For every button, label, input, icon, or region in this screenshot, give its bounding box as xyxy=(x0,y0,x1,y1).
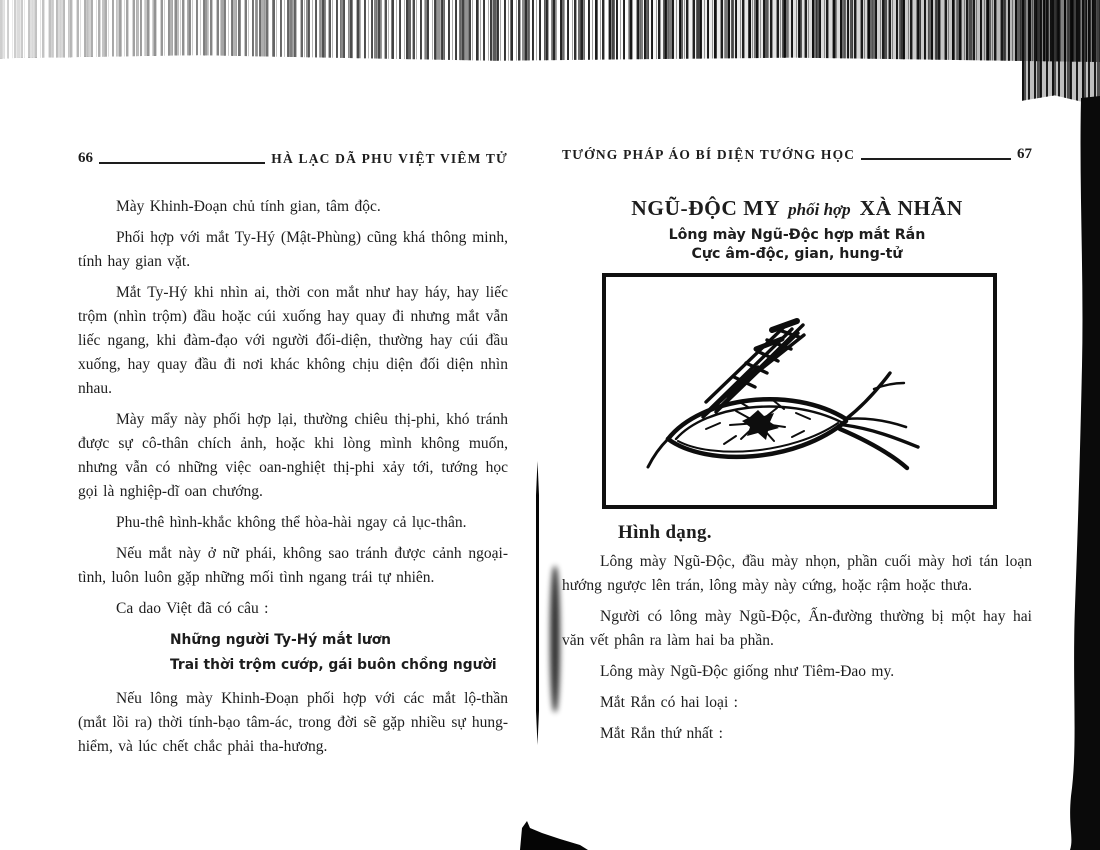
left-page xyxy=(78,150,508,766)
paragraph: Mắt Rắn thứ nhất : xyxy=(600,725,723,742)
paragraph: Lông mày Ngũ-Độc giống như Tiêm-Đao my. xyxy=(600,663,895,680)
folk-verse-line: Trai thời trộm cướp, gái buôn chồng người xyxy=(170,657,497,673)
left-page-header xyxy=(78,150,508,167)
chapter-subtitle-2: Cực âm-độc, gian, hung-tử xyxy=(691,246,903,262)
chapter-subtitle-1: Lông mày Ngũ-Độc hợp mắt Rắn xyxy=(668,227,926,243)
left-header-rule xyxy=(99,162,265,164)
paragraph: Mày mẩy này phối hợp lại, thường chiêu thị-phi, khó tránh được sự cô-thân chích ảnh, hoặc khi lòng mình không muốn, nhưng vẫn có những việc oan-nghiệt thị-phi xảy tới, tướng học gọi là nghiệp-dĩ oan chướng. xyxy=(78,411,508,500)
scan-artifact-bottom-blob xyxy=(518,818,588,850)
chapter-title-end: XÀ NHÃN xyxy=(859,196,963,220)
section-heading: Hình dạng. xyxy=(618,522,712,543)
left-page-body xyxy=(78,195,508,759)
scan-artifact-right-book-edge xyxy=(1066,96,1100,850)
chapter-title xyxy=(562,196,1032,221)
paragraph: Mắt Ty-Hý khi nhìn ai, thời con mắt như hay háy, hay liếc trộm (nhìn trộm) đầu hoặc cúi xuống hay quay đi nhưng mắt vẫn liếc ngang, khi đàm-đạo với người đối-diện, thường hay cúi đầu xuống, hay quay đầu đi nơi khác không chịu diện đối diện nhìn nhau. xyxy=(78,284,508,397)
paragraph: Mày Khinh-Đoạn chủ tính gian, tâm độc. xyxy=(116,198,381,215)
left-running-title: HÀ LẠC DÃ PHU VIỆT VIÊM TỬ xyxy=(271,151,508,166)
chapter-title-italic: phối hợp xyxy=(788,200,851,219)
folk-verse xyxy=(170,628,508,678)
paragraph: Phối hợp với mắt Ty-Hý (Mật-Phùng) cũng khá thông minh, tính hay gian vặt. xyxy=(78,229,508,270)
right-running-title: TƯỚNG PHÁP ÁO BÍ DIỆN TƯỚNG HỌC xyxy=(562,147,856,162)
scan-artifact-gutter-smudge xyxy=(550,566,560,712)
figure-frame xyxy=(602,273,997,509)
scan-artifact-gutter-line xyxy=(536,461,539,745)
snake-eye-illustration xyxy=(606,277,993,505)
paragraph: Nếu lông mày Khinh-Đoạn phối hợp với các mắt lộ-thần (mắt lồi ra) thời tính-bạo tâm-ác, trong đời sẽ gặp nhiều sự hung-hiểm, và lúc chết chắc phải tha-hương. xyxy=(78,690,508,755)
right-page-header xyxy=(562,146,1032,163)
folk-verse-line: Những người Ty-Hý mắt lươn xyxy=(170,632,391,648)
right-page xyxy=(562,146,1032,753)
left-page-number: 66 xyxy=(78,150,93,166)
paragraph: Lông mày Ngũ-Độc, đầu mày nhọn, phần cuối mày hơi tán loạn hướng ngược lên trán, lông mày này cứng, hoặc rậm hoặc thưa. xyxy=(562,553,1032,594)
paragraph: Phu-thê hình-khắc không thể hòa-hài ngay cả lục-thân. xyxy=(116,514,467,531)
folk-verse-intro: Ca dao Việt đã có câu : xyxy=(116,600,269,617)
right-header-rule xyxy=(861,158,1011,160)
paragraph: Người có lông mày Ngũ-Độc, Ấn-đường thường bị một hay hai văn vết phân ra làm hai ba phần. xyxy=(562,608,1032,649)
scan-artifact-corner-stripes xyxy=(1022,0,1100,106)
scan-artifact-top-stripes xyxy=(0,0,1100,62)
paragraph: Mắt Rắn có hai loại : xyxy=(600,694,738,711)
chapter-title-main: NGŨ-ĐỘC MY xyxy=(631,196,780,220)
paragraph: Nếu mắt này ở nữ phái, không sao tránh được cảnh ngoại-tình, luôn luôn gặp những mối tình ngang trái tự nhiên. xyxy=(78,545,508,586)
right-page-number: 67 xyxy=(1017,146,1032,162)
